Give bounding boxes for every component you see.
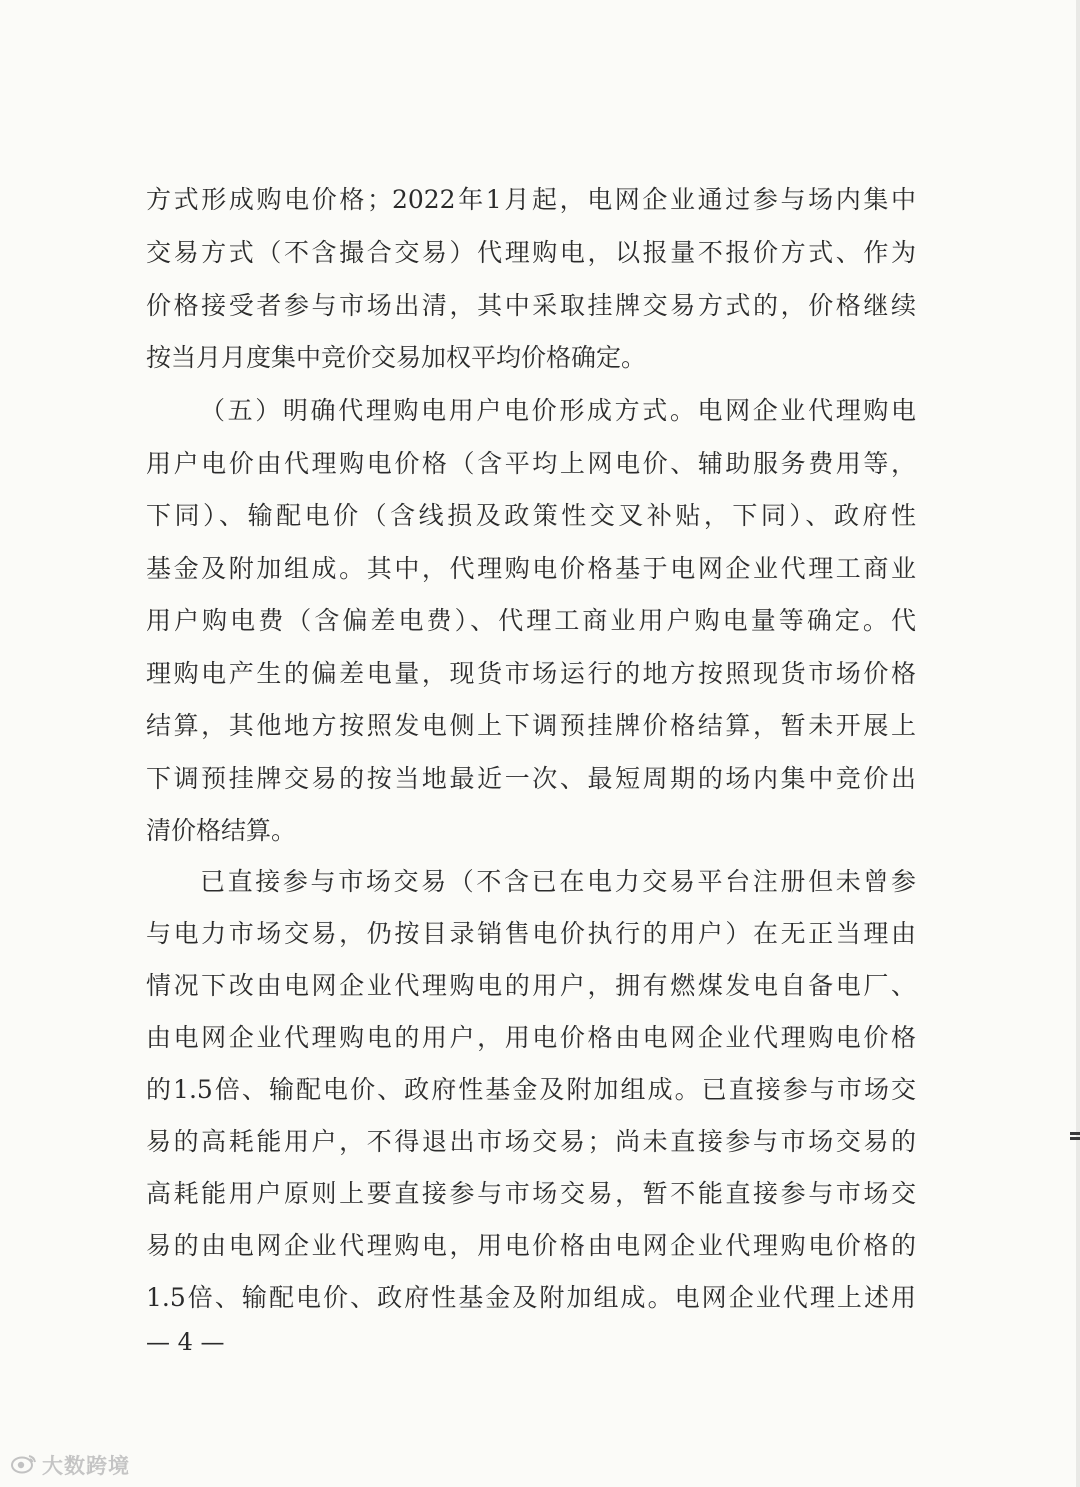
watermark [10, 1453, 130, 1479]
text-line: 价格接受者参与市场出清，其中采取挂牌交易方式的，价格继续 [146, 291, 916, 320]
text-line: 高耗能用户原则上要直接参与市场交易，暂不能直接参与市场交 [146, 1179, 916, 1208]
scan-mark [1070, 1137, 1080, 1140]
text-line: 易的高耗能用户，不得退出市场交易；尚未直接参与市场交易的 [146, 1127, 916, 1156]
scan-edge [1076, 0, 1080, 1487]
text-line: 基金及附加组成。其中，代理购电价格基于电网企业代理工商业 [146, 554, 916, 583]
text-line: 清价格结算。 [146, 816, 297, 845]
text-line: 情况下改由电网企业代理购电的用户，拥有燃煤发电自备电厂、 [146, 971, 916, 1000]
text-line: 由电网企业代理购电的用户，用电价格由电网企业代理购电价格 [146, 1023, 916, 1052]
scan-mark [1070, 1132, 1080, 1135]
text-line: 下调预挂牌交易的按当地最近一次、最短周期的场内集中竞价出 [146, 764, 916, 793]
text-line: 与电力市场交易，仍按目录销售电价执行的用户）在无正当理由 [146, 919, 916, 948]
text-line: 按当月月度集中竞价交易加权平均价格确定。 [146, 343, 647, 372]
section-heading-line: （五）明确代理购电用户电价形成方式。电网企业代理购电 [200, 396, 916, 425]
page-number: — 4 — [146, 1328, 225, 1356]
text-line: 结算，其他地方按照发电侧上下调预挂牌价格结算，暂未开展上 [146, 711, 916, 740]
text-line: 的1.5倍、输配电价、政府性基金及附加组成。已直接参与市场交 [146, 1075, 916, 1104]
text-line: 用户购电费（含偏差电费）、代理工商业用户购电量等确定。代 [146, 606, 916, 635]
text-line: 理购电产生的偏差电量，现货市场运行的地方按照现货市场价格 [146, 659, 916, 688]
text-line: 已直接参与市场交易（不含已在电力交易平台注册但未曾参 [200, 867, 916, 896]
watermark-text: 大数跨境 [42, 1454, 130, 1478]
text-line: 用户电价由代理购电价格（含平均上网电价、辅助服务费用等， [146, 449, 916, 478]
text-line: 交易方式（不含撮合交易）代理购电，以报量不报价方式、作为 [146, 238, 916, 267]
text-line: 易的由电网企业代理购电，用电价格由电网企业代理购电价格的 [146, 1231, 916, 1260]
text-line: 1.5倍、输配电价、政府性基金及附加组成。电网企业代理上述用 [146, 1283, 916, 1312]
text-line: 方式形成购电价格；2022年1月起，电网企业通过参与场内集中 [146, 185, 916, 214]
text-line: 下同）、输配电价（含线损及政策性交叉补贴，下同）、政府性 [146, 501, 916, 530]
weibo-eye-logo-icon [10, 1453, 38, 1479]
